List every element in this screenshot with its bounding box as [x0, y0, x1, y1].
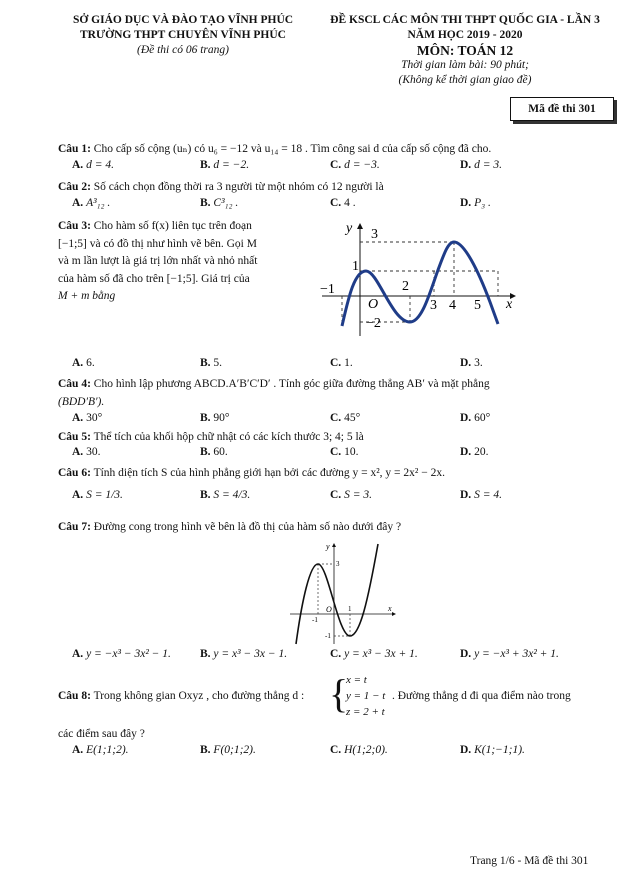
- option-a[interactable]: A. 30.: [72, 446, 101, 458]
- question-label: Câu 5:: [58, 431, 91, 443]
- option-a[interactable]: A. 6.: [72, 357, 95, 369]
- option-d[interactable]: D. P₃ .: [460, 197, 491, 209]
- function-curve: [342, 242, 498, 326]
- option-b[interactable]: B. 60.: [200, 446, 228, 458]
- question-label: Câu 1:: [58, 143, 91, 155]
- question-line: M + m bằng: [58, 290, 116, 302]
- exam-code-box: Mã đề thi 301: [510, 97, 614, 121]
- option-d[interactable]: D. y = −x³ + 3x² + 1.: [460, 648, 559, 660]
- question-text: Tính diện tích S của hình phẳng giới hạn bởi các đường y = x², y = 2x² − 2x.: [93, 467, 445, 479]
- exam-header: [300, 13, 629, 88]
- subject: MÔN: TOÁN 12: [416, 43, 514, 58]
- tick-label: 4: [449, 298, 456, 313]
- school-year: NĂM HỌC 2019 - 2020: [407, 29, 523, 41]
- option-b[interactable]: B. d = −2.: [200, 159, 250, 171]
- department-name: SỞ GIÁO DỤC VÀ ĐÀO TẠO VĨNH PHÚC: [72, 14, 294, 26]
- option-b[interactable]: B. C³₁₂ .: [200, 197, 239, 209]
- question-4: [58, 375, 490, 411]
- tick-label: 3: [371, 227, 378, 242]
- tick-label: −2: [366, 316, 381, 331]
- function-curve: [296, 544, 378, 644]
- origin-label: O: [326, 605, 332, 614]
- y-axis-arrow: [357, 223, 363, 229]
- question-text-continued: . Đường thẳng d đi qua điểm nào trong: [392, 690, 571, 702]
- question-line: và m lần lượt là giá trị lớn nhất và nhỏ nhất: [58, 255, 258, 267]
- question-line: [−1;5] và có đồ thị như hình vẽ bên. Gọi M: [58, 237, 257, 250]
- question-6: [58, 466, 445, 481]
- option-a[interactable]: A. 30°: [72, 412, 103, 424]
- question-text-line2: các điểm sau đây ?: [58, 728, 145, 740]
- question-text: Đường cong trong hình vẽ bên là đồ thị của hàm số nào dưới đây ?: [93, 521, 402, 533]
- tick-label: −1: [320, 282, 335, 297]
- question-2: [58, 180, 384, 195]
- tick-label: 3: [336, 560, 340, 568]
- option-c[interactable]: C. 10.: [330, 446, 359, 458]
- system-brace: {: [329, 671, 349, 716]
- page-count-note: (Đề thi có 06 trang): [137, 44, 229, 56]
- equation-system: [346, 672, 385, 720]
- question-5: [58, 430, 364, 445]
- option-c[interactable]: C. H(1;2;0).: [330, 744, 388, 756]
- time-note: (Không kể thời gian giao đề): [398, 74, 532, 86]
- option-d[interactable]: D. d = 3.: [460, 159, 502, 171]
- equation-line: z = 2 + t: [346, 706, 385, 718]
- tick-label: 3: [430, 298, 437, 313]
- option-d[interactable]: D. 3.: [460, 357, 483, 369]
- exam-title: ĐỀ KSCL CÁC MÔN THI THPT QUỐC GIA - LẦN 3: [330, 14, 600, 26]
- option-a[interactable]: A. y = −x³ − 3x² − 1.: [72, 648, 171, 660]
- option-c[interactable]: C. S = 3.: [330, 489, 372, 501]
- school-header: [58, 13, 308, 58]
- equation-line: x = t: [346, 674, 367, 686]
- question-text: Cho cấp số cộng (uₙ) có u₆ = −12 và u₁₄ = 18 . Tìm công sai d của cấp số cộng đã cho.: [93, 143, 492, 155]
- option-c[interactable]: C. y = x³ − 3x + 1.: [330, 648, 418, 660]
- question-text: Trong không gian Oxyz , cho đường thẳng d :: [93, 690, 305, 702]
- tick-label: 1: [352, 259, 359, 274]
- question-label: Câu 7:: [58, 521, 91, 533]
- y-axis-label: y: [326, 542, 330, 551]
- option-c[interactable]: C. 45°: [330, 412, 361, 424]
- question-text: Thể tích của khối hộp chữ nhật có các kích thước 3; 4; 5 là: [93, 431, 364, 443]
- option-a[interactable]: A. S = 1/3.: [72, 489, 123, 501]
- question-line: Cho hàm số f(x) liên tục trên đoạn: [93, 220, 252, 232]
- tick-label: 1: [348, 605, 352, 613]
- option-a[interactable]: A. d = 4.: [72, 159, 114, 171]
- question-label: Câu 3:: [58, 220, 91, 232]
- question-text: Số cách chọn đồng thời ra 3 người từ một nhóm có 12 người là: [93, 181, 384, 193]
- question-label: Câu 6:: [58, 467, 91, 479]
- x-axis-arrow: [392, 612, 396, 616]
- question-label: Câu 8:: [58, 690, 91, 702]
- option-c[interactable]: C. d = −3.: [330, 159, 380, 171]
- option-b[interactable]: B. F(0;1;2).: [200, 744, 256, 756]
- time-limit: Thời gian làm bài: 90 phút;: [401, 59, 529, 71]
- question-label: Câu 4:: [58, 378, 91, 390]
- graph-q7: [288, 540, 398, 645]
- option-b[interactable]: B. y = x³ − 3x − 1.: [200, 648, 288, 660]
- question-line: Cho hình lập phương ABCD.A′B′C′D′ . Tính góc giữa đường thẳng AB′ và mặt phẳng: [93, 378, 490, 390]
- y-axis-label: y: [346, 221, 353, 236]
- option-c[interactable]: C. 4 .: [330, 197, 356, 209]
- option-d[interactable]: D. 20.: [460, 446, 489, 458]
- option-d[interactable]: D. S = 4.: [460, 489, 502, 501]
- question-1: [58, 142, 491, 157]
- page-footer: Trang 1/6 - Mã đề thi 301: [470, 855, 589, 867]
- school-name: TRƯỜNG THPT CHUYÊN VĨNH PHÚC: [80, 29, 286, 41]
- question-7: [58, 520, 401, 535]
- tick-label: -1: [325, 632, 331, 640]
- option-b[interactable]: B. S = 4/3.: [200, 489, 251, 501]
- x-axis-label: x: [506, 297, 513, 312]
- graph-q3: [318, 220, 518, 338]
- option-a[interactable]: A. A³₁₂ .: [72, 197, 111, 209]
- equation-line: y = 1 − t: [346, 690, 386, 702]
- origin-label: O: [368, 297, 379, 312]
- tick-label: 5: [474, 298, 481, 313]
- option-c[interactable]: C. 1.: [330, 357, 353, 369]
- question-line: (BDD′B′).: [58, 396, 105, 408]
- option-a[interactable]: A. E(1;1;2).: [72, 744, 129, 756]
- question-8: [58, 689, 304, 704]
- tick-label: -1: [312, 616, 318, 624]
- tick-label: 2: [402, 279, 409, 294]
- option-d[interactable]: D. 60°: [460, 412, 491, 424]
- option-b[interactable]: B. 90°: [200, 412, 230, 424]
- option-d[interactable]: D. K(1;−1;1).: [460, 744, 525, 756]
- y-axis-arrow: [332, 543, 336, 547]
- question-line: của hàm số đã cho trên [−1;5]. Giá trị của: [58, 272, 250, 285]
- option-b[interactable]: B. 5.: [200, 357, 223, 369]
- question-label: Câu 2:: [58, 181, 91, 193]
- question-3: [58, 218, 257, 306]
- x-axis-label: x: [388, 604, 392, 613]
